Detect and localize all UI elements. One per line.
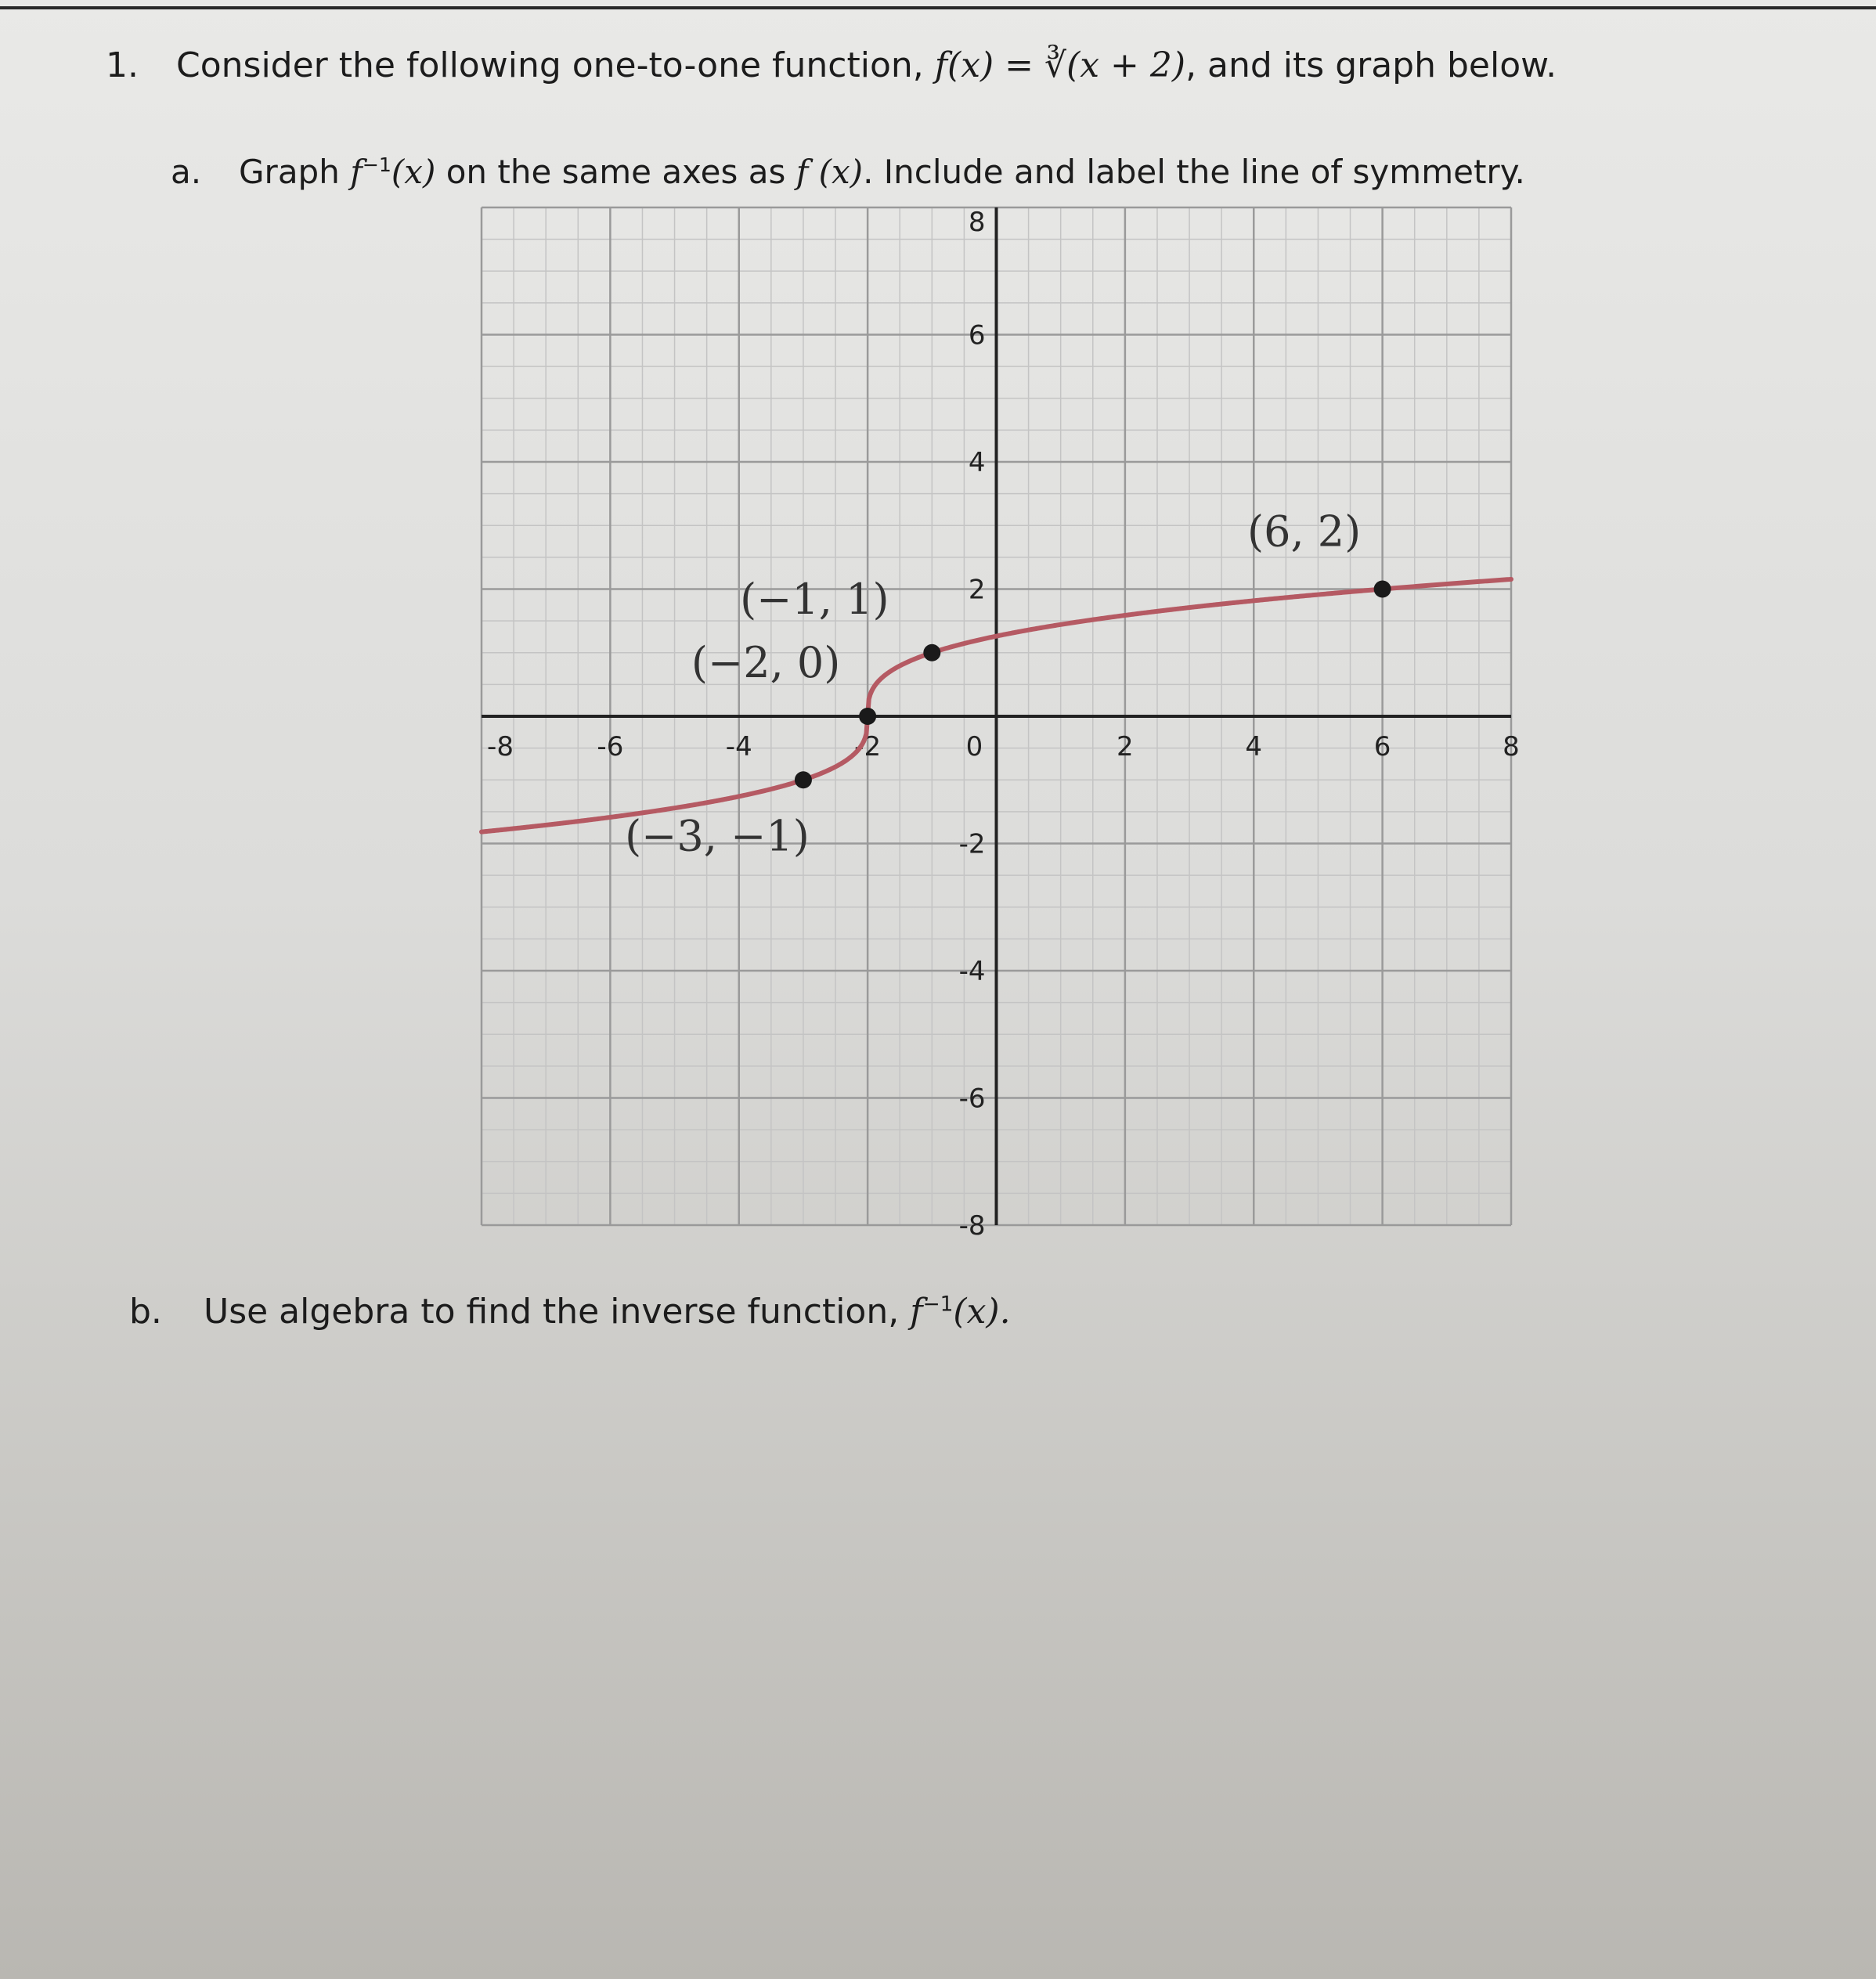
x-tick-label: 4 [1245,731,1263,762]
point-marker [1374,581,1391,598]
point-marker [795,771,812,788]
point-label: (−1, 1) [740,574,889,624]
part-b-label: b. [129,1292,162,1332]
point-labels [625,507,1361,861]
part-a-text-1: Graph [239,153,351,191]
question-number: 1. [106,45,139,85]
part-b-inverse-arg: (x). [953,1292,1011,1332]
x-tick-label: -4 [725,731,752,762]
y-tick-label: 2 [968,574,986,606]
y-tick-label: 6 [968,319,986,351]
part-b-inverse-sup: −1 [922,1292,954,1317]
y-tick-label: -4 [958,956,986,987]
x-tick-label: -2 [854,731,882,762]
x-tick-label: 2 [1117,731,1134,762]
part-b-text-body: Use algebra to find the inverse function, [204,1292,911,1332]
part-a-text-3: . Include and label the line of symmetry. [863,153,1525,191]
part-a-text-2: on the same axes as [435,153,796,191]
part-a-label: a. [171,153,202,191]
x-tick-label: 6 [1373,731,1391,762]
part-b-text [204,1292,1011,1332]
part-a-inverse: f [350,153,363,191]
question-text-before: Consider the following one-to-one function, [176,45,935,85]
y-tick-label: -6 [958,1083,986,1115]
y-tick-label: 4 [968,447,986,478]
part-a-inverse-sup: −1 [362,153,391,176]
part-a-func: f (x) [795,153,864,191]
question-function: f(x) = ∛(x + 2) [934,45,1186,85]
point-label: (6, 2) [1247,506,1362,557]
y-tick-label: -2 [958,828,986,860]
point-label: (−2, 0) [691,638,841,687]
point-label: (−3, −1) [625,811,810,861]
y-tick-label: 8 [968,207,986,238]
point-marker [923,644,940,661]
x-tick-label: 0 [965,731,983,762]
axes [482,207,1511,1225]
x-tick-label: -6 [597,731,624,762]
x-tick-label: -8 [487,731,514,762]
part-a-inverse-arg: (x) [391,153,436,191]
x-tick-label: 8 [1503,731,1520,762]
part-b-inverse: f [910,1292,923,1332]
question-text-after: , and its graph below. [1185,45,1557,85]
y-tick-label: -8 [958,1210,986,1242]
point-marker [859,708,876,725]
